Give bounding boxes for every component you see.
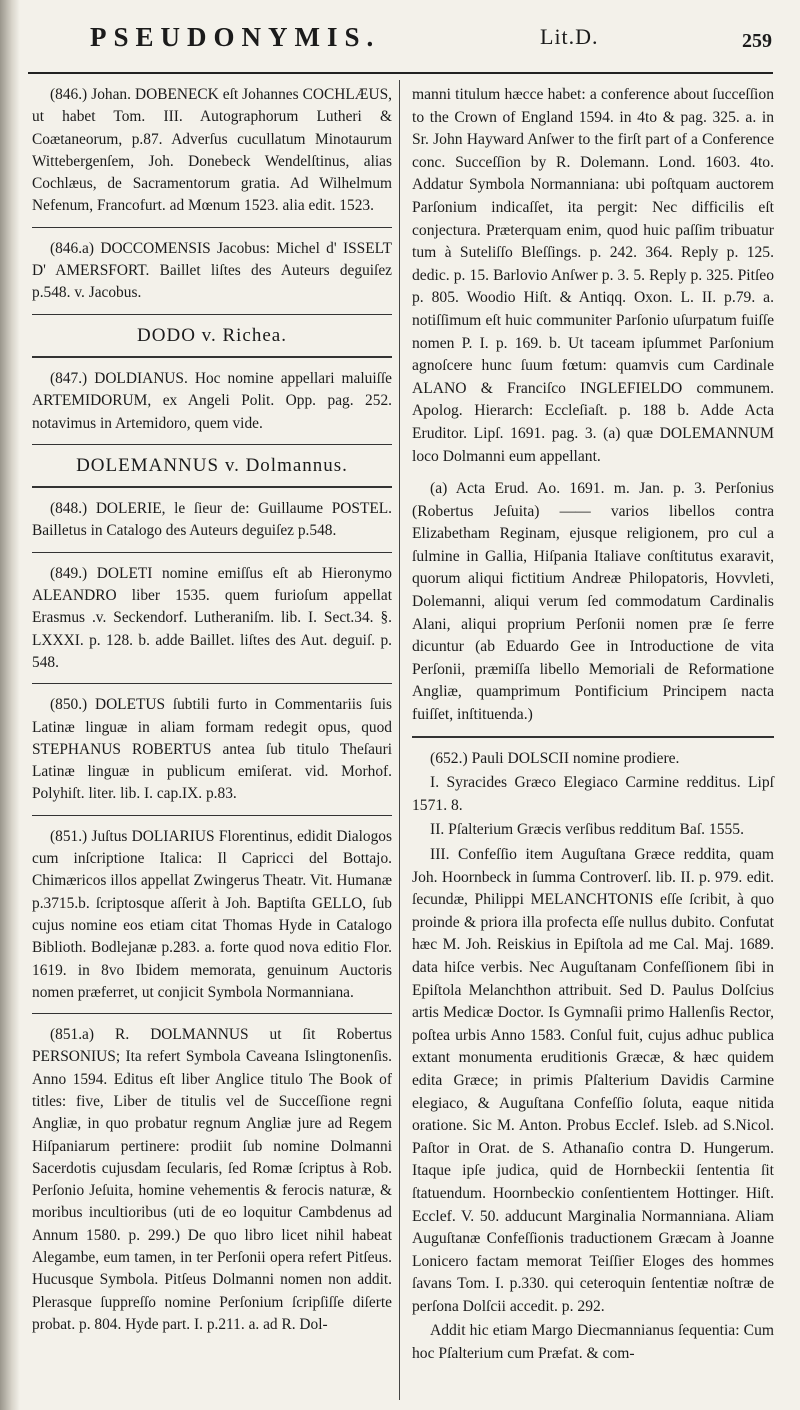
bibliographic-entry: (851.) Juſtus DOLIARIUS Florentinus, edidit Dialogos cum inſcriptione Italica: Il Capricci del Bottajo. Chimæricos illos appellat Zwingerus Theatr. Vit. Humanæ p.3715.b. ſcriptosque aſſerit à Joh. Baptiſta GELLO, ſub cujus nomine eos etiam citat Thomas Hyde in Catalogo Biblioth. Bodlejanæ p.283. a. forte quod nova editio Flor. 1619. in 8vo Ibidem memorata, genuinum Auctoris nomen præferret, ut conjicit Symbola Normanniana. — [32, 827, 392, 1001]
section-mark: Lit.D. — [540, 24, 599, 49]
bibliographic-entry: (849.) DOLETI nomine emiſſus eſt ab Hieronymo ALEANDRO liber 1535. quem furioſum appellat Erasmus .v. Seckendorf. Lutheraniſm. lib. I. Sect.34. §. LXXXI. p. 128. b. adde Baillet. liſtes des Aut. deguiſ. p. 548. — [32, 564, 392, 671]
cross-reference-heading: DOLEMANNUS v. Dolmannus. — [76, 454, 348, 476]
column-divider — [399, 80, 400, 1400]
cross-reference-heading: DODO v. Richea. — [137, 324, 287, 346]
bibliographic-entry: (850.) DOLETUS ſubtili furto in Commentariis ſuis Latinæ linguæ in aliam formam redegit opus, quod STEPHANUS ROBERTUS antea ſub titulo Theſauri Latinæ linguæ in publicum emiſerat. vid. Morhof. Polyhiſt. liter. lib. I. cap.IX. p.83. — [32, 696, 392, 803]
bibliographic-entry: (851.a) R. DOLMANNUS ut ſit Robertus PERSONIUS; Ita refert Symbola Caveana Islingtonenſis. Anno 1594. Editus eſt liber Anglice titulo The Book of titles: five, Liber de titulis vel de Succeſſione regni Angliæ, in quo probatur regnum Angliæ jure ad Regem Hiſpaniarum pertinere: prodiit ſub nomine Dolmanni Sacerdotis cujusdam ſecularis, ſed Romæ ſcriptus à Rob. Perſonio Jeſuita, homine vehementis & ferocis naturæ, & moribus incultioribus (uti de eo loquitur Cambdenus ad Annum 1580. p. 299.) De quo libro licet nihil habeat Alegambe, eum tamen, in ter Perſonii opera refert Pitſeus. Hucusque Symbola. Pitſeus Dolmanni nomen non addit. Plerasque ſuppreſſo nomine Perſonium ſcripſiſſe diſerte probat. p. 804. Hyde part. I. p.211. a. ad R. Dol- — [32, 1026, 392, 1333]
bibliographic-entry: (846.) Johan. DOBENECK eſt Johannes COCHLÆUS, ut habet Tom. III. Autographorum Lutheri & Coætaneorum, p.87. Adverſus cucullatum Minotaurum Wittebergenſem, Joh. Donebeck Wendelſtinus, alias Cochlæus, de Sacramentorum gratia. Ad Wilhelmum Nefenum, Francofurt. ad Mœnum 1523. alia edit. 1523. — [32, 86, 392, 215]
page-header — [0, 22, 800, 62]
entry-divider — [32, 1013, 392, 1014]
bibliographic-entry: II. Pſalterium Græcis verſibus redditum Baſ. 1555. — [430, 821, 744, 839]
bibliographic-entry: I. Syracides Græco Elegiaco Carmine redditus. Lipſ 1571. 8. — [412, 774, 774, 814]
binding-shadow — [0, 0, 20, 1410]
header-rule — [28, 72, 773, 74]
page-number: 259 — [742, 30, 772, 52]
right-column — [412, 84, 774, 1368]
entry-divider — [32, 444, 392, 445]
entry-divider — [32, 486, 392, 488]
running-title: PSEUDONYMIS. — [90, 22, 381, 52]
footnote: (a) Acta Erud. Ao. 1691. m. Jan. p. 3. Perſonius (Robertus Jeſuita) —— varios libellos contra Elizabetham Reginam, ejusque religionem, pro cul a ſulmine in Gallia, Hiſpania Italiave conſtitutus exaravit, quorum aliqui fictitium Andreæ Philopatoris, Hovvleti, Dolemanni, aliqui verum ſed commodatum Cardinalis Alani, aliqui proprium Perſonii nomen præ ſe ferre dicuntur (ab Eduardo Gee in Introductione de vita Perſonii, præmiſſa libello Memoriali de Reformatione Angliæ, quamprimum Pontificium Principem nacta fuiſſet, inſtituenda.) — [412, 480, 774, 724]
entry-divider — [32, 552, 392, 553]
left-column — [32, 84, 392, 1338]
entry-divider — [32, 227, 392, 228]
entry-divider — [32, 356, 392, 358]
entry-divider — [32, 683, 392, 684]
bibliographic-entry: (652.) Pauli DOLSCII nomine prodiere. — [430, 749, 680, 767]
entry-divider — [32, 815, 392, 816]
entry-divider — [32, 314, 392, 315]
bibliographic-entry: (846.a) DOCCOMENSIS Jacobus: Michel d' ISSELT D' AMERSFORT. Baillet liſtes des Auteurs deguiſez p.548. v. Jacobus. — [32, 239, 392, 302]
spacer — [412, 470, 774, 478]
bibliographic-entry: (848.) DOLERIE, le ſieur de: Guillaume POSTEL. Bailletus in Catalogo des Auteurs deguiſez p.548. — [32, 500, 392, 540]
bibliographic-entry: manni titulum hæcce habet: a conference about ſucceſſion to the Crown of England 1594. in 4to & pag. 325. a. in Sr. John Hayward Anſwer to the firſt part of a Conference conc. Succeſſion by R. Dolemann. Lond. 1603. 4to. Addatur Symbola Normanniana: ubi poſtquam auctorem Parſonium indicaſſet, ita pergit: Nec difficilis eſt conjectura. Præterquam enim, quod huic paſſim tribuatur tum à Suteliſſo Bleſſings. p. 242. 364. Reply p. 125. dedic. p. 15. Barlovio Anſwer p. 3. 5. Reply p. 325. Pitſeo p. 805. Woodio Hiſt. & Antiqq. Oxon. L. II. p.79. a. notiſſimum eſt huic communiter Parſonio uſurpatum fuiſſe nomen P. I. p. 169. b. Ut taceam ipſummet Parſonium agnoſcere hunc ſuum fœtum: quamvis cum Cardinale ALANO & Franciſco INGLEFIELDO communem. Apolog. Hierarch: Eccleſiaſt. p. 188 b. Adde Acta Eruditor. Lipſ. 1691. pag. 3. (a) quæ DOLEMANNUM loco Dolmanni eum appellant. — [412, 86, 774, 465]
bibliographic-entry: III. Confeſſio item Auguſtana Græce reddita, quam Joh. Hoornbeck in ſumma Controverſ. lib. II. p. 979. edit. ſecundæ, Philippi MELANCHTONIS eſſe ſcribit, à quo proinde & priora illa profecta eſſe nullus dubito. Confutat hæc M. Joh. Reiskius in Epiſtola ad me Cal. Maj. 1689. data hiſce verbis. Nec Auguſtanam Confeſſionem ſibi in Epiſtola Melanchthon attribuit. Sed D. Paulus Dolſcius artis Medicæ Doctor. Is Gymnaſii primo Hallenſis Rector, poſtea urbis Anno 1583. Conſul fuit, cujus adhuc publica extant monumenta eruditionis Græcæ, & hæc quidem edita Græce; in primis Pſalterium Davidis Carmine elegiaco, & Auguſtana Confeſſio ſoluta, eaque nitida oratione. Sic M. Anton. Probus Ecclef. Isleb. ad S.Nicol. Paſtor in Orat. de S. Athanaſio contra D. Hungerum. Itaque ipſe judica, quid de Hornbeckii ſententia ſit ſtatuendum. Hoornbeckio conſentientem Hottinger. Hiſt. Ecclef. V. 50. adducunt Marginalia Normanniana. Aliam Auguſtanæ Confeſſionis traductionem Græcam à Joanne Lonicero factam memorat Teiſſier Eloges des hommes ſavans Tom. I. p.330. qui ceteroquin ſententiæ noſtræ de perſona Dolſcii accedit. p. 292. — [412, 846, 774, 1315]
bibliographic-entry: (847.) DOLDIANUS. Hoc nomine appellari maluiſſe ARTEMIDORUM, ex Angeli Polit. Opp. pag. 252. notavimus in Artemidoro, quem vide. — [32, 369, 392, 432]
entry-divider — [412, 736, 774, 738]
bibliographic-entry: Addit hic etiam Margo Diecmannianus ſequentia: Cum hoc Pſalterium cum Præfat. & com- — [412, 1322, 774, 1363]
